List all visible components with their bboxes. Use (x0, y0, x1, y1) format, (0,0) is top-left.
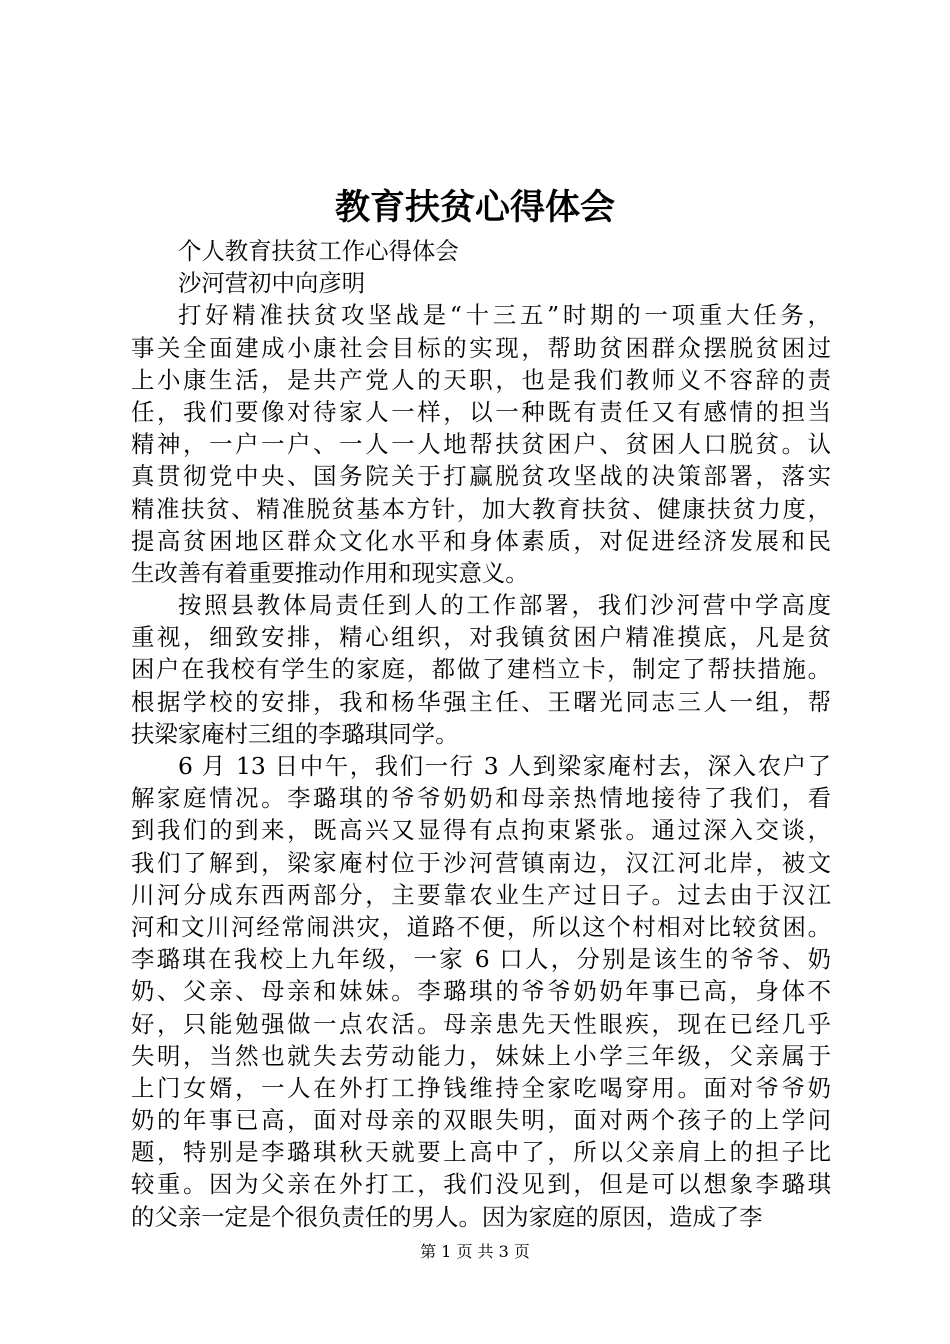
paragraph-line: 奶、父亲、母亲和妹妹。李璐琪的爷爷奶奶年事已高，身体不 (131, 977, 831, 1006)
paragraph-line: 奶的年事已高，面对母亲的双眼失明，面对两个孩子的上学问 (131, 1106, 831, 1135)
paragraph-line: 真贯彻党中央、国务院关于打赢脱贫攻坚战的决策部署，落实 (131, 462, 831, 491)
paragraph-line: 解家庭情况。李璐琪的爷爷奶奶和母亲热情地接待了我们，看 (131, 784, 831, 813)
document-author: 沙河营初中向彦明 (178, 269, 366, 298)
paragraph (131, 299, 831, 589)
paragraph-line: 生改善有着重要推动作用和现实意义。 (131, 558, 529, 587)
document-body (131, 235, 831, 1233)
paragraph-line: 精准扶贫、精准脱贫基本方针，加大教育扶贫、健康扶贫力度， (131, 494, 831, 523)
paragraph (131, 589, 831, 750)
paragraph-line: 重视，细致安排，精心组织，对我镇贫困户精准摸底，凡是贫 (131, 623, 831, 652)
paragraph-line: 的父亲一定是个很负责任的男人。因为家庭的原因，造成了李 (131, 1202, 763, 1231)
paragraph-line: 精神，一户一户、一人一人地帮扶贫困户、贫困人口脱贫。认 (131, 430, 831, 459)
paragraph-line: 到我们的到来，既高兴又显得有点拘束紧张。通过深入交谈， (131, 816, 831, 845)
paragraph-line: 较重。因为父亲在外打工，我们没见到，但是可以想象李璐琪 (131, 1170, 831, 1199)
paragraph-line: 川河分成东西两部分，主要靠农业生产过日子。过去由于汉江 (131, 880, 831, 909)
paragraph-line: 失明，当然也就失去劳动能力，妹妹上小学三年级，父亲属于 (131, 1041, 831, 1070)
paragraph-line: 事关全面建成小康社会目标的实现，帮助贫困群众摆脱贫困过 (131, 333, 831, 362)
paragraph-line: 打好精准扶贫攻坚战是“十三五”时期的一项重大任务， (178, 301, 831, 330)
paragraph-line: 李璐琪在我校上九年级，一家 6 口人，分别是该生的爷爷、奶 (131, 945, 831, 974)
paragraph-line: 我们了解到，梁家庵村位于沙河营镇南边，汉江河北岸，被文 (131, 848, 831, 877)
paragraph-line: 按照县教体局责任到人的工作部署，我们沙河营中学高度 (178, 591, 831, 620)
paragraph (131, 750, 831, 1233)
paragraph-line: 根据学校的安排，我和杨华强主任、王曙光同志三人一组，帮 (131, 687, 831, 716)
paragraph-line: 提高贫困地区群众文化水平和身体素质，对促进经济发展和民 (131, 526, 831, 555)
document-subtitle: 个人教育扶贫工作心得体会 (178, 237, 459, 265)
paragraph-line: 河和文川河经常闹洪灾，道路不便，所以这个村相对比较贫困。 (131, 912, 831, 941)
paragraph-line: 上小康生活，是共产党人的天职，也是我们教师义不容辞的责 (131, 365, 831, 394)
paragraph-line: 题，特别是李璐琪秋天就要上高中了，所以父亲肩上的担子比 (131, 1138, 831, 1167)
paragraph-container (131, 299, 831, 1232)
paragraph-line: 困户在我校有学生的家庭，都做了建档立卡，制定了帮扶措施。 (131, 655, 831, 684)
paragraph-line: 扶梁家庵村三组的李璐琪同学。 (131, 719, 459, 748)
paragraph-line: 上门女婿，一人在外打工挣钱维持全家吃喝穿用。面对爷爷奶 (131, 1073, 831, 1102)
paragraph-line: 好，只能勉强做一点农活。母亲患先天性眼疾，现在已经几乎 (131, 1009, 831, 1038)
document-title: 教育扶贫心得体会 (334, 188, 615, 228)
paragraph-line: 6 月 13 日中午，我们一行 3 人到梁家庵村去，深入农户了 (178, 752, 831, 780)
page-number-footer: 第 1 页 共 3 页 (420, 1242, 530, 1261)
paragraph-line: 任，我们要像对待家人一样，以一种既有责任又有感情的担当 (131, 397, 831, 426)
